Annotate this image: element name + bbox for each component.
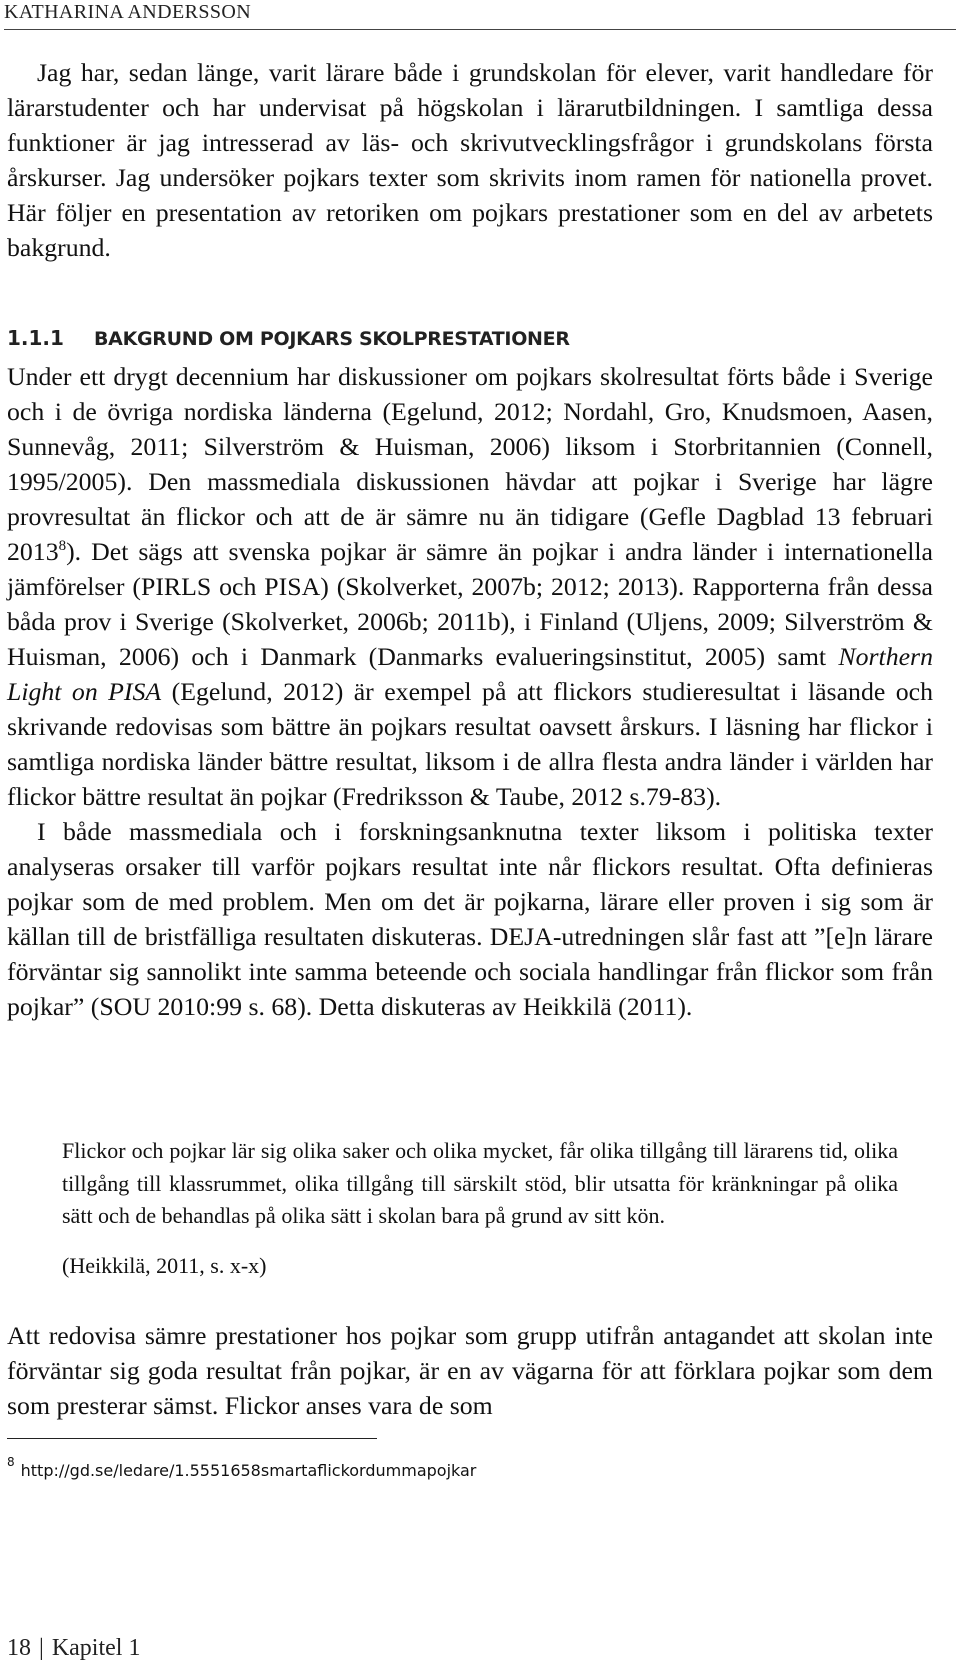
closing-section <box>7 1318 933 1423</box>
footer-separator: | <box>39 1635 44 1661</box>
running-head-author: KATHARINA ANDERSSON <box>4 1 252 23</box>
quote-citation: (Heikkilä, 2011, s. x-x) <box>62 1252 267 1278</box>
paragraph-text: Under ett drygt decennium har diskussioner om pojkars skolresultat förts både i Sverige och i de övriga nordiska länderna (Egelund, 2012; Nordahl, Gro, Knudsmoen, Aasen, Sunnevåg, 2011; Silverström & Huisman, 2006) liksom i Storbritannien (Connell, 1995/2005). Den massmediala diskussionen hävdar att pojkar i Sverige har lägre provresultat än flickor och att de är sämre nu än tidigare (Gefle Dagblad 13 februari 2013 <box>7 362 933 566</box>
footnote-divider <box>7 1438 377 1439</box>
running-header <box>4 0 956 30</box>
page-number: 18 <box>7 1635 31 1661</box>
footnote-mark: 8 <box>7 1455 15 1469</box>
section-heading <box>7 326 933 351</box>
block-quote <box>62 1135 898 1281</box>
paragraph-text: (Egelund, 2012) är exempel på att flickors studieresultat i läsande och skrivande redovisas som bättre än pojkars resultat oavsett årskurs. I läsning har flickor i samtliga nordiska länder bättre resultat, liksom i de allra flesta andra länder i världen har flickor bättre resultat än pojkar (Fredriksson & Taube, 2012 s.79-83). <box>7 677 933 811</box>
section-paragraph-1 <box>7 359 933 814</box>
section-paragraph-2: I både massmediala och i forskningsanknutna texter liksom i politiska texter analyseras orsaker till varför pojkars resultat inte når flickors resultat. Ofta definieras pojkar som de med problem. Men om det är pojkarna, lärare eller proven i sig som är källan till de bristfälliga resultaten diskuteras. DEJA-utredningen slår fast att ”[e]n lärare förväntar sig sannolikt inte samma beteende och sociala handlingar från flickor som från pojkar” (SOU 2010:99 s. 68). Detta diskuteras av Heikkilä (2011). <box>7 817 933 1021</box>
intro-section <box>7 55 933 265</box>
paragraph-text: ). Det sägs att svenska pojkar är sämre än pojkar i andra länder i internationella jämförelser (PIRLS och PISA) (Skolverket, 2007b; 2012; 2013). Rapporterna från dessa båda prov i Sverige (Skolverket, 2006b; 2011b), i Finland (Uljens, 2009; Silverström & Huisman, 2006) och i Danmark (Danmarks evalueringsinstitut, 2005) samt <box>7 537 933 671</box>
closing-paragraph: Att redovisa sämre prestationer hos pojkar som grupp utifrån antagandet att skolan inte förväntar sig goda resultat från pojkar, är en av vägarna för att förklara pojkar som dem som presterar sämst. Flickor anses vara de som <box>7 1321 933 1420</box>
quote-text: Flickor och pojkar lär sig olika saker och olika mycket, får olika tillgång till lärarens tid, olika tillgång till klassrummet, olika tillgång till särskilt stöd, blir utsatta för kränkningar på olika sätt och de behandlas på olika sätt i skolan bara på grund av sitt kön. <box>62 1138 898 1228</box>
chapter-label: Kapitel 1 <box>51 1635 141 1661</box>
section-number: 1.1.1 <box>7 326 64 350</box>
page-footer <box>7 1632 140 1664</box>
footnote <box>7 1450 476 1483</box>
section-body <box>7 359 933 1024</box>
section-title: BAKGRUND OM POJKARS SKOLPRESTATIONER <box>94 328 570 350</box>
footnote-link[interactable]: http://gd.se/ledare/1.5551658smartaflickordummapojkar <box>20 1461 477 1480</box>
footnote-reference[interactable]: 8 <box>58 538 67 554</box>
italic-title: Northern Light on PISA <box>7 642 933 706</box>
intro-paragraph: Jag har, sedan länge, varit lärare både i grundskolan för elever, varit handledare för lärarstudenter och har undervisat på högskolan i lärarutbildningen. I samtliga dessa funktioner är jag intresserad av läs- och skrivutvecklingsfrågor i grundskolans första årskurser. Jag undersöker pojkars texter som skrivits inom ramen för nationella provet. Här följer en presentation av retoriken om pojkars prestationer som en del av arbetets bakgrund. <box>7 58 933 262</box>
